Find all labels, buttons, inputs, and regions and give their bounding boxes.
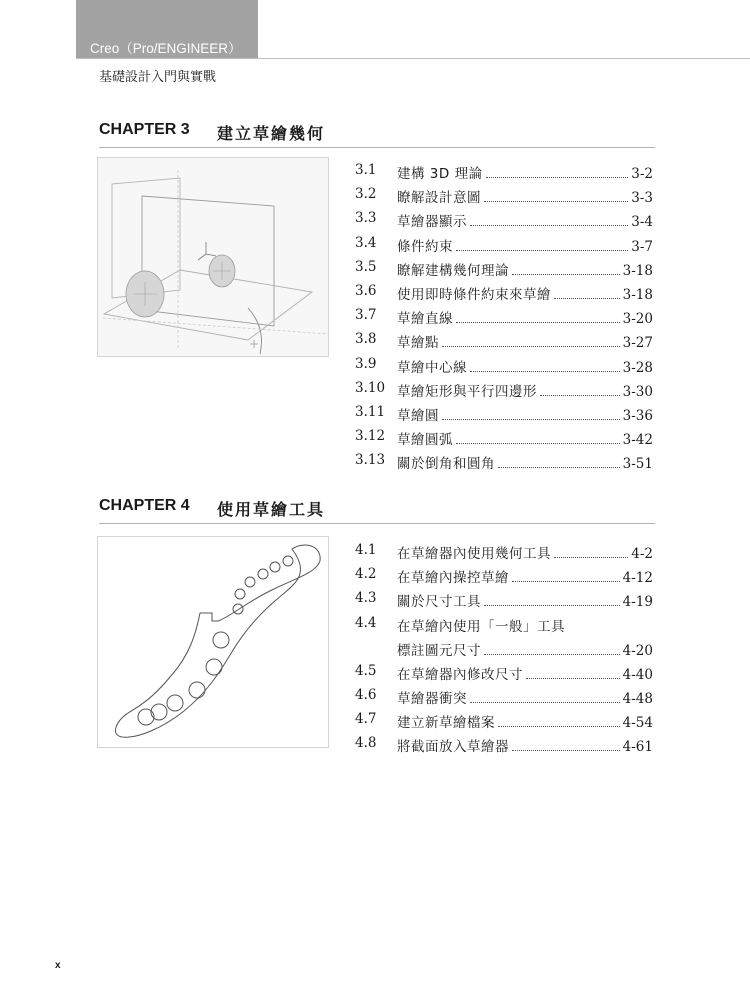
- toc-entry[interactable]: [355, 283, 653, 307]
- toc-page: 4-12: [622, 570, 653, 587]
- toc-page: 3-20: [622, 311, 653, 328]
- toc-number: 3.11: [355, 403, 386, 420]
- toc-title: 使用即時條件約束來草繪: [397, 286, 551, 303]
- toc-entry[interactable]: [355, 210, 653, 234]
- leader-dots: [512, 274, 620, 275]
- toc-page: 3-18: [622, 262, 653, 279]
- toc-entry[interactable]: [355, 542, 653, 566]
- leader-dots: [442, 346, 620, 347]
- toc-entry[interactable]: [355, 566, 653, 590]
- chapter-number: CHAPTER 3: [99, 121, 190, 138]
- header-rule: [76, 58, 750, 59]
- toc-entry[interactable]: [355, 735, 653, 759]
- toc-number: 3.4: [355, 234, 377, 251]
- toc-number: 3.12: [355, 428, 386, 445]
- toc-title: 草繪中心線: [397, 359, 467, 376]
- toc-page: 3-42: [622, 432, 653, 449]
- toc-entry[interactable]: [355, 615, 653, 663]
- toc-title: 在草繪器內使用幾何工具: [397, 546, 551, 562]
- leader-dots: [526, 678, 620, 679]
- toc-title: 條件約束: [397, 238, 453, 255]
- toc-page: 4-40: [622, 666, 653, 683]
- toc-title: 草繪矩形與平行四邊形: [397, 383, 537, 400]
- header-tab: [76, 0, 258, 58]
- toc-page: 3-4: [631, 214, 653, 231]
- leader-dots: [554, 298, 620, 299]
- toc-title: 建構 3D 理論: [397, 166, 483, 182]
- leader-dots: [512, 581, 620, 582]
- toc-entry[interactable]: [355, 452, 653, 476]
- leader-dots: [456, 443, 620, 444]
- toc-entry[interactable]: [355, 711, 653, 735]
- leader-dots: [442, 419, 620, 420]
- page-number: x: [55, 960, 61, 971]
- toc-page: 3-36: [622, 407, 653, 424]
- datum-planes-figure: [98, 158, 330, 358]
- toc-page: 4-2: [631, 546, 653, 562]
- leader-dots: [484, 201, 628, 202]
- toc-entry[interactable]: [355, 404, 653, 428]
- toc-title: 在草繪內使用「一般」工具: [397, 618, 565, 635]
- toc-title: 草繪直線: [397, 311, 453, 328]
- toc-title: 關於倒角和圓角: [397, 456, 495, 473]
- toc-page: 4-19: [622, 594, 653, 611]
- leader-dots: [498, 726, 620, 727]
- toc-page: 3-28: [622, 359, 653, 376]
- toc-title: 在草繪內操控草繪: [397, 570, 509, 587]
- toc-title: 瞭解建構幾何理論: [397, 262, 509, 279]
- toc-page: 4-61: [622, 739, 653, 756]
- toc-page: 3-18: [622, 286, 653, 303]
- toc-number: 4.3: [355, 590, 377, 607]
- toc-number: 4.1: [355, 542, 377, 558]
- toc-page: 3-27: [622, 335, 653, 352]
- toc-entry[interactable]: [355, 307, 653, 331]
- toc-title: 草繪器顯示: [397, 214, 467, 231]
- toc-number: 3.1: [355, 162, 377, 178]
- toc-page: 3-51: [622, 456, 653, 473]
- toc-number: 3.5: [355, 258, 377, 275]
- chapter-number: CHAPTER 4: [99, 497, 190, 514]
- toc-number: 4.5: [355, 662, 377, 679]
- toc-entry[interactable]: [355, 356, 653, 380]
- header-tab-label: Creo（Pro/ENGINEER）: [90, 41, 242, 56]
- toc-title: 在草繪器內修改尺寸: [397, 666, 523, 683]
- toc-entry[interactable]: [355, 162, 653, 186]
- chapter-3-heading: [99, 121, 655, 148]
- curved-plate-figure: [98, 537, 330, 749]
- toc-title: 將截面放入草繪器: [397, 739, 509, 756]
- toc-title: 建立新草繪檔案: [397, 714, 495, 731]
- toc-number: 3.6: [355, 282, 377, 299]
- toc-entry[interactable]: [355, 380, 653, 404]
- toc-page: 4-54: [622, 714, 653, 731]
- toc-page: 3-2: [631, 166, 653, 182]
- toc-page: 3-3: [631, 190, 653, 207]
- toc-number: 4.4: [355, 614, 377, 631]
- toc-number: 3.2: [355, 186, 377, 203]
- toc-title: 瞭解設計意圖: [397, 190, 481, 207]
- toc-page: 3-7: [631, 238, 653, 255]
- leader-dots: [470, 371, 620, 372]
- toc-title: 關於尺寸工具: [397, 594, 481, 611]
- toc-page: 4-48: [622, 690, 653, 707]
- toc-title-line2: 標註圖元尺寸: [397, 642, 481, 659]
- leader-dots: [554, 557, 628, 558]
- toc-number: 3.10: [355, 379, 386, 396]
- leader-dots: [498, 467, 620, 468]
- toc-title: 草繪圓弧: [397, 432, 453, 449]
- chapter-title: 建立草繪幾何: [217, 124, 326, 143]
- toc-entry[interactable]: [355, 186, 653, 210]
- leader-dots: [470, 702, 620, 703]
- chapter-4-toc: [355, 542, 653, 759]
- toc-number: 3.13: [355, 452, 386, 469]
- toc-number: 3.7: [355, 307, 377, 324]
- toc-entry[interactable]: [355, 663, 653, 687]
- toc-page: 3-30: [622, 383, 653, 400]
- leader-dots: [470, 225, 628, 226]
- toc-entry[interactable]: [355, 590, 653, 614]
- chapter-4-thumbnail: [97, 536, 329, 748]
- chapter-3-thumbnail: [97, 157, 329, 357]
- chapter-3-toc: [355, 162, 653, 476]
- toc-title: 草繪圓: [397, 407, 439, 424]
- chapter-4-heading: [99, 497, 655, 524]
- book-title: 基礎設計入門與實戰: [99, 70, 217, 85]
- toc-number: 4.2: [355, 566, 377, 583]
- leader-dots: [484, 654, 620, 655]
- toc-entry[interactable]: [355, 687, 653, 711]
- toc-entry[interactable]: [355, 259, 653, 283]
- toc-title: 草繪點: [397, 335, 439, 352]
- toc-number: 4.8: [355, 735, 377, 752]
- toc-entry[interactable]: [355, 331, 653, 355]
- chapter-title: 使用草繪工具: [217, 500, 326, 519]
- leader-dots: [456, 250, 628, 251]
- toc-entry[interactable]: [355, 235, 653, 259]
- leader-dots: [456, 322, 620, 323]
- toc-number: 3.9: [355, 355, 377, 372]
- toc-entry[interactable]: [355, 428, 653, 452]
- toc-number: 3.3: [355, 210, 377, 227]
- leader-dots: [486, 177, 629, 178]
- toc-title: 草繪器衝突: [397, 690, 467, 707]
- toc-number: 4.7: [355, 710, 377, 727]
- leader-dots: [512, 750, 620, 751]
- toc-number: 4.6: [355, 686, 377, 703]
- leader-dots: [540, 395, 620, 396]
- leader-dots: [484, 605, 620, 606]
- toc-page: 4-20: [622, 642, 653, 659]
- toc-number: 3.8: [355, 331, 377, 348]
